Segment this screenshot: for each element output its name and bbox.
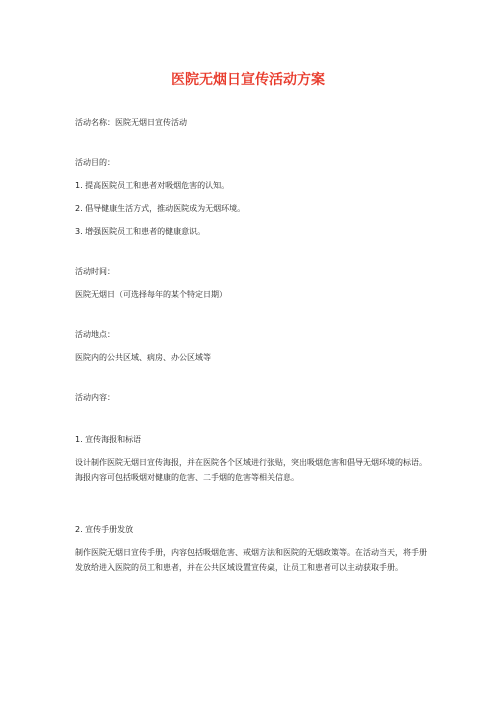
purpose-item-2: 2. 倡导健康生活方式，推动医院成为无烟环境。 [75,204,246,213]
purpose-item-1: 1. 提高医院员工和患者对吸烟危害的认知。 [75,181,230,190]
time-text: 医院无烟日（可选择每年的某个特定日期） [75,290,227,299]
content-heading: 活动内容： [75,393,115,402]
location-text: 医院内的公共区域、病房、办公区域等 [75,353,211,362]
content-section-1-title: 1. 宣传海报和标语 [75,435,142,444]
content-section-1-text: 设计制作医院无烟日宣传海报，并在医院各个区域进行张贴，突出吸烟危害和倡导无烟环境的标语。海报内容可包括吸烟对健康的危害、二手烟的危害等相关信息。 [75,458,427,482]
purpose-item-3: 3. 增强医院员工和患者的健康意识。 [75,227,206,236]
content-section-2-text: 制作医院无烟日宣传手册，内容包括吸烟危害、戒烟方法和医院的无烟政策等。在活动当天，将手册发放给进入医院的员工和患者，并在公共区域设置宣传桌，让员工和患者可以主动获取手册。 [75,548,427,572]
location-heading: 活动地点： [75,330,115,339]
activity-name: 活动名称：医院无烟日宣传活动 [75,118,187,127]
purpose-heading: 活动目的： [75,158,115,167]
document-title: 医院无烟日宣传活动方案 [171,72,325,88]
time-heading: 活动时间： [75,267,115,276]
content-section-2-title: 2. 宣传手册发放 [75,525,134,534]
